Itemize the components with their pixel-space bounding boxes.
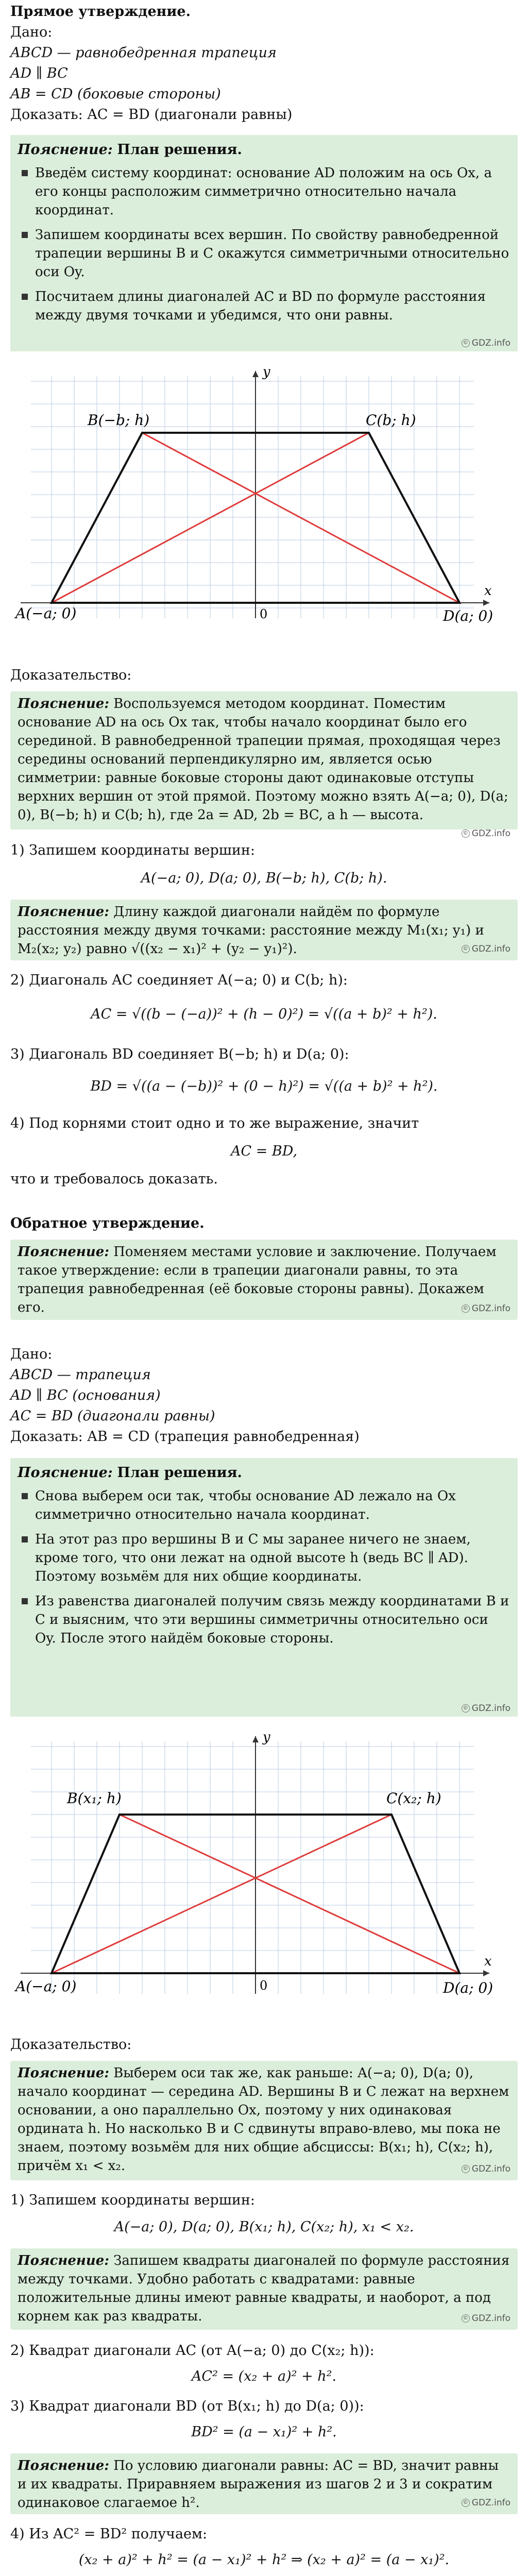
x-axis-arrow-icon [483, 600, 489, 606]
formula: AC² = (x₂ + a)² + h². [191, 2368, 337, 2384]
vertex-b-label: B(x₁; h) [67, 1790, 122, 1807]
x-axis-label: x [484, 1954, 492, 1969]
plan-item: Из равенства диагоналей получим связь между координатами B и C и выясним, что эти вершины симметричны относительно оси Oy. После этого найдём боковые стороны. [35, 1592, 510, 1648]
copyright-icon: © [462, 945, 470, 953]
vertex-c-label: C(x₂; h) [386, 1790, 441, 1807]
gdz-watermark: © GDZ.info [462, 2309, 510, 2328]
explanation-text: Длину каждой диагонали найдём по формуле расстояния между двумя точками: расстояние между M₁(x₁; y₁) и M₂(x₂; y₂) равно √((x₂ − x₁)² + (y₂ − y₁)²). [18, 904, 484, 957]
gdz-watermark: © GDZ.info [462, 940, 510, 958]
step: 1) Запишем координаты вершин: [10, 842, 255, 858]
plan-item: На этот раз про вершины B и C мы заранее ничего не знаем, кроме того, что они лежат на одной высоте h (ведь BC ∥ AD). Поэтому возьмём для них общие координаты. [35, 1530, 510, 1586]
explanation-label: Пояснение: [18, 2253, 109, 2268]
plan-item: Запишем координаты всех вершин. По свойству равнобедренной трапеции вершины B и C окажутся симметричными относительно оси Oy. [35, 226, 510, 281]
diagonal-ac [52, 1815, 391, 1973]
given-line: AC = BD (диагонали равны) [10, 1408, 215, 1424]
vertex-a-label: A(−a; 0) [15, 1978, 77, 1995]
plan-box [10, 1458, 518, 1717]
copyright-icon: © [462, 2499, 470, 2507]
proof-label: Доказательство: [10, 2037, 132, 2053]
origin-label: 0 [260, 1978, 268, 1993]
gdz-watermark: © GDZ.info [462, 338, 510, 348]
given-line: AD ∥ BC (основания) [10, 1387, 161, 1403]
explanation-label: Пояснение: [18, 2065, 109, 2081]
plan-title: План решения. [117, 1465, 242, 1481]
gdz-watermark: © GDZ.info [462, 2160, 510, 2178]
step: 3) Квадрат диагонали BD (от B(x₁; h) до D(a; 0)): [10, 2398, 364, 2414]
step: 3) Диагональ BD соединяет B(−b; h) и D(a; 0): [10, 1046, 349, 1062]
given-line: ABCD — равнобедренная трапеция [10, 45, 277, 61]
explanation-box [10, 2248, 518, 2330]
copyright-icon: © [462, 2314, 470, 2323]
proof-label: Доказательство: [10, 667, 132, 683]
explanation-text: Выберем оси так же, как раньше: A(−a; 0), D(a; 0), начало координат — середина AD. Вершины B и C лежат на верхнем основании, а оно параллельно Ox, поэтому у них одинаковая ордината h. Но насколько B и C сдвинуты вправо-влево, мы пока не знаем, поэтому возьмём для них общие абсциссы: B(x₁; h), C(x₂; h), причём x₁ < x₂. [18, 2065, 509, 2174]
explanation-box [10, 691, 518, 839]
vertex-c-label: C(b; h) [366, 412, 416, 429]
prove-line: Доказать: AC = BD (диагонали равны) [10, 107, 293, 123]
explanation-label: Пояснение: [18, 1244, 109, 1260]
x-axis-label: x [484, 583, 492, 599]
formula: A(−a; 0), D(a; 0), B(x₁; h), C(x₂; h), x₁ < x₂. [114, 2219, 414, 2235]
plan-box [10, 135, 518, 351]
copyright-icon: © [462, 339, 470, 347]
gdz-watermark: © GDZ.info [462, 2494, 510, 2512]
step: 4) Из AC² = BD² получаем: [10, 2526, 208, 2542]
explanation-text: Поменяем местами условие и заключение. Получаем такое утверждение: если в трапеции диагонали равны, то эта трапеция равнобедренная (её боковые стороны равны). Докажем его. [18, 1244, 497, 1315]
formula: AC = √((b − (−a))² + (h − 0)²) = √((a + b)² + h²). [91, 1006, 437, 1022]
copyright-icon: © [462, 1704, 470, 1713]
step: 2) Диагональ AC соединяет A(−a; 0) и C(b; h): [10, 972, 348, 988]
plan-title: План решения. [117, 142, 242, 158]
explanation-box [10, 900, 518, 960]
formula: A(−a; 0), D(a; 0), B(−b; h), C(b; h). [141, 870, 387, 886]
vertex-d-label: D(a; 0) [443, 1979, 493, 1996]
given-line: AD ∥ BC [10, 65, 68, 81]
diagonal-bd [120, 1815, 459, 1973]
prove-line: Доказать: AB = CD (трапеция равнобедренная) [10, 1429, 360, 1445]
plan-item: Снова выберем оси так, чтобы основание AD лежало на Ox симметрично относительно начала координат. [35, 1487, 510, 1524]
y-axis-arrow-icon [252, 1736, 259, 1742]
given-line: AB = CD (боковые стороны) [10, 86, 221, 102]
direct-title: Прямое утверждение. [10, 4, 191, 20]
copyright-icon: © [462, 1304, 470, 1313]
step: 4) Под корнями стоит одно и то же выражение, значит [10, 1115, 419, 1131]
given-line: ABCD — трапеция [10, 1367, 151, 1383]
formula: BD² = (a − x₁)² + h². [191, 2424, 337, 2440]
formula: AC = BD, [230, 1143, 298, 1159]
plan-label: Пояснение: [18, 1465, 113, 1481]
plan-item: Посчитаем длины диагоналей AC и BD по формуле расстояния между двумя точками и убедимся, что они равны. [35, 287, 510, 325]
step: 2) Квадрат диагонали AC (от A(−a; 0) до C(x₂; h)): [10, 2343, 374, 2359]
y-axis-label: y [263, 1730, 270, 1745]
x-axis-arrow-icon [483, 1970, 489, 1976]
explanation-box [10, 1240, 518, 1320]
explanation-label: Пояснение: [18, 2458, 109, 2473]
gdz-watermark: © GDZ.info [462, 1299, 510, 1318]
conclusion: что и требовалось доказать. [10, 1171, 218, 1187]
gdz-watermark: © GDZ.info [18, 824, 510, 843]
explanation-text: По условию диагонали равны: AC = BD, значит равны и их квадраты. Приравняем выражения из шагов 2 и 3 и сократим одинаковое слагаемое h². [18, 2458, 499, 2511]
vertex-d-label: D(a; 0) [443, 607, 493, 624]
step: 1) Запишем координаты вершин: [10, 2192, 255, 2208]
explanation-box [10, 2061, 518, 2180]
plan-item: Введём систему координат: основание AD положим на ось Ox, а его концы расположим симметрично относительно начала координат. [35, 164, 510, 219]
trapezoid-figure-2 [10, 1726, 518, 2025]
formula: (x₂ + a)² + h² = (a − x₁)² + h² ⇒ (x₂ + a)² = (a − x₁)². [78, 2552, 450, 2568]
y-axis-label: y [263, 364, 270, 380]
explanation-text: Запишем квадраты диагоналей по формуле расстояния между точками. Удобно работать с квадратами: равные положительные длины имеют равные квадраты, и наоборот, а под корнем как раз квадраты. [18, 2253, 510, 2324]
origin-label: 0 [260, 607, 268, 621]
y-axis-arrow-icon [252, 371, 259, 377]
plan-label: Пояснение: [18, 142, 113, 158]
explanation-label: Пояснение: [18, 904, 109, 920]
vertex-b-label: B(−b; h) [88, 412, 150, 429]
converse-title: Обратное утверждение. [10, 1215, 205, 1231]
formula: BD = √((a − (−b))² + (0 − h)²) = √((a + b)² + h²). [90, 1078, 438, 1094]
trapezoid-figure-1 [10, 361, 518, 649]
copyright-icon: © [462, 829, 470, 838]
explanation-box [10, 2453, 518, 2514]
given-label: Дано: [10, 24, 53, 40]
gdz-watermark: © GDZ.info [462, 1703, 510, 1714]
copyright-icon: © [462, 2165, 470, 2173]
vertex-a-label: A(−a; 0) [15, 605, 77, 622]
explanation-label: Пояснение: [18, 696, 109, 711]
explanation-text: Воспользуемся методом координат. Поместим основание AD на ось Ox так, чтобы начало координат было его серединой. В равнобедренной трапеции прямая, проходящая через середины оснований перпендикулярно им, является осью симметрии: равные боковые стороны дают одинаковые отступы верхних вершин от этой прямой. Поэтому можно взять A(−a; 0), D(a; 0), B(−b; h) и C(b; h), где 2a = AD, 2b = BC, а h — высота. [18, 696, 508, 823]
given-label: Дано: [10, 1346, 53, 1362]
